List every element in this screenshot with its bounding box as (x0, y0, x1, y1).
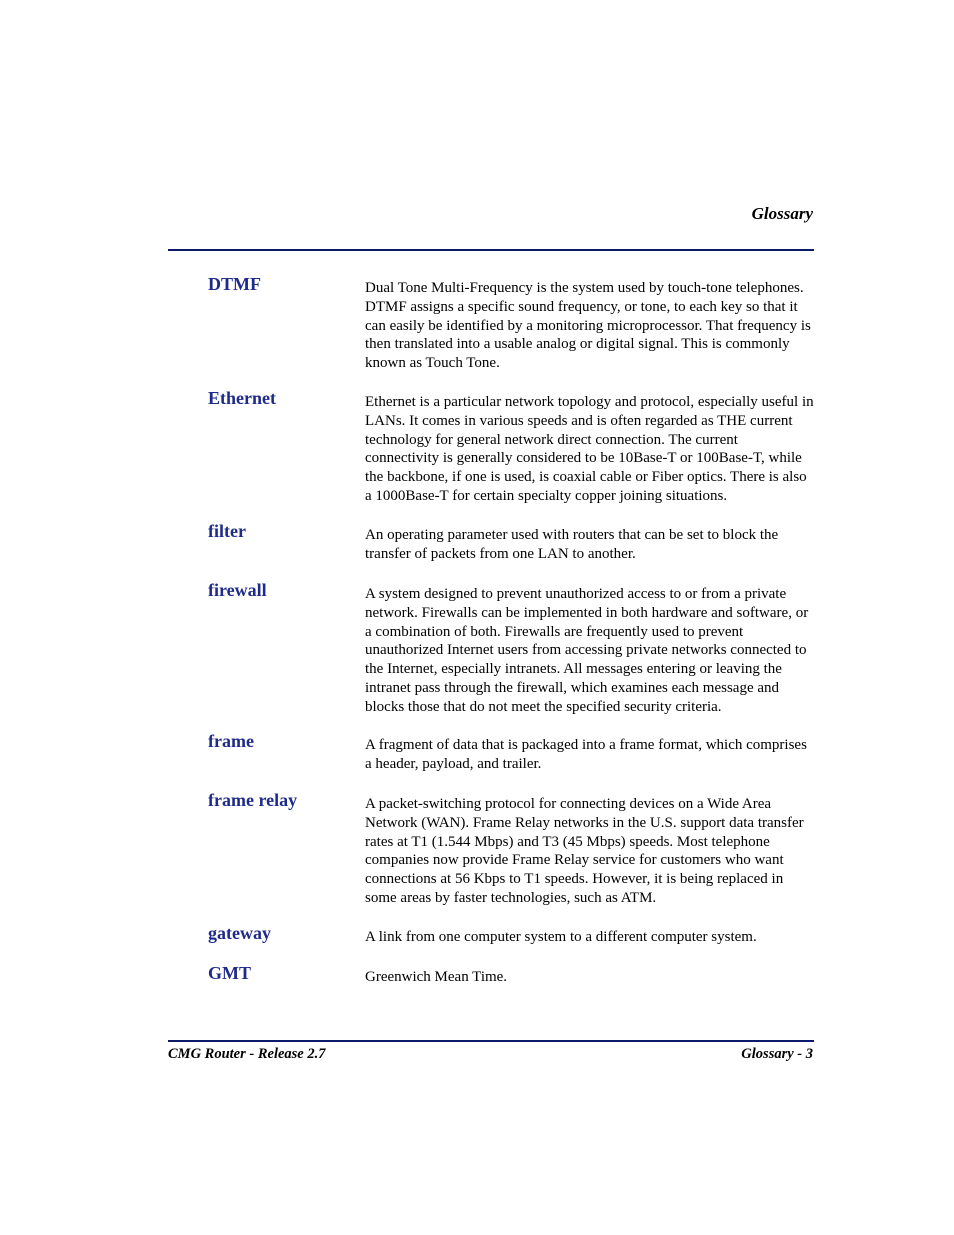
glossary-definition: A system designed to prevent unauthorized access to or from a private network. Firewalls can be implemented in both hardware and software, or a combination of both. Firewalls are frequently used to prevent unauthorized Internet users from accessing private networks connected to the Internet, especially intranets. All messages entering or leaving the intranet pass through the firewall, which examines each message and blocks those that do not meet the specified security criteria. (365, 586, 809, 715)
header-rule (168, 249, 814, 251)
glossary-term: Ethernet (208, 388, 276, 408)
glossary-definition: An operating parameter used with routers that can be set to block the transfer of packets from one LAN to another. (365, 527, 779, 562)
footer-rule (168, 1040, 814, 1042)
glossary-definition: A fragment of data that is packaged into a frame format, which comprises a header, payload, and trailer. (365, 737, 807, 772)
glossary-term: GMT (208, 963, 251, 983)
page-header-title: Glossary (751, 204, 813, 223)
footer-product-release: CMG Router - Release 2.7 (168, 1046, 326, 1062)
glossary-term: firewall (208, 580, 267, 600)
glossary-term: frame (208, 731, 254, 751)
glossary-term: DTMF (208, 274, 261, 294)
footer-page-number: Glossary - 3 (741, 1046, 813, 1062)
glossary-definition: Ethernet is a particular network topology and protocol, especially useful in LANs. It comes in various speeds and is often regarded as THE current technology for general network direct connection. The current connectivity is generally considered to be 10Base-T or 100Base-T, while the backbone, if one is used, is coaxial cable or Fiber optics. There is also a 1000Base-T for certain specialty copper joining situations. (365, 394, 814, 504)
glossary-term: gateway (208, 923, 271, 943)
glossary-term: filter (208, 521, 246, 541)
glossary-definition: A link from one computer system to a different computer system. (365, 929, 757, 945)
glossary-definition: Dual Tone Multi-Frequency is the system used by touch-tone telephones. DTMF assigns a specific sound frequency, or tone, to each key so that it can easily be identified by a monitoring microprocessor. That frequency is then translated into a usable analog or digital signal. This is commonly known as Touch Tone. (365, 280, 811, 372)
glossary-definition: Greenwich Mean Time. (365, 969, 508, 985)
glossary-definition: A packet-switching protocol for connecting devices on a Wide Area Network (WAN). Frame Relay networks in the U.S. support data transfer rates at T1 (1.544 Mbps) and T3 (45 Mbps) speeds. Most telephone companies now provide Frame Relay service for customers who want connections at 56 Kbps to T1 speeds. However, it is being replaced in some areas by faster technologies, such as ATM. (365, 796, 804, 906)
glossary-term: frame relay (208, 790, 298, 810)
